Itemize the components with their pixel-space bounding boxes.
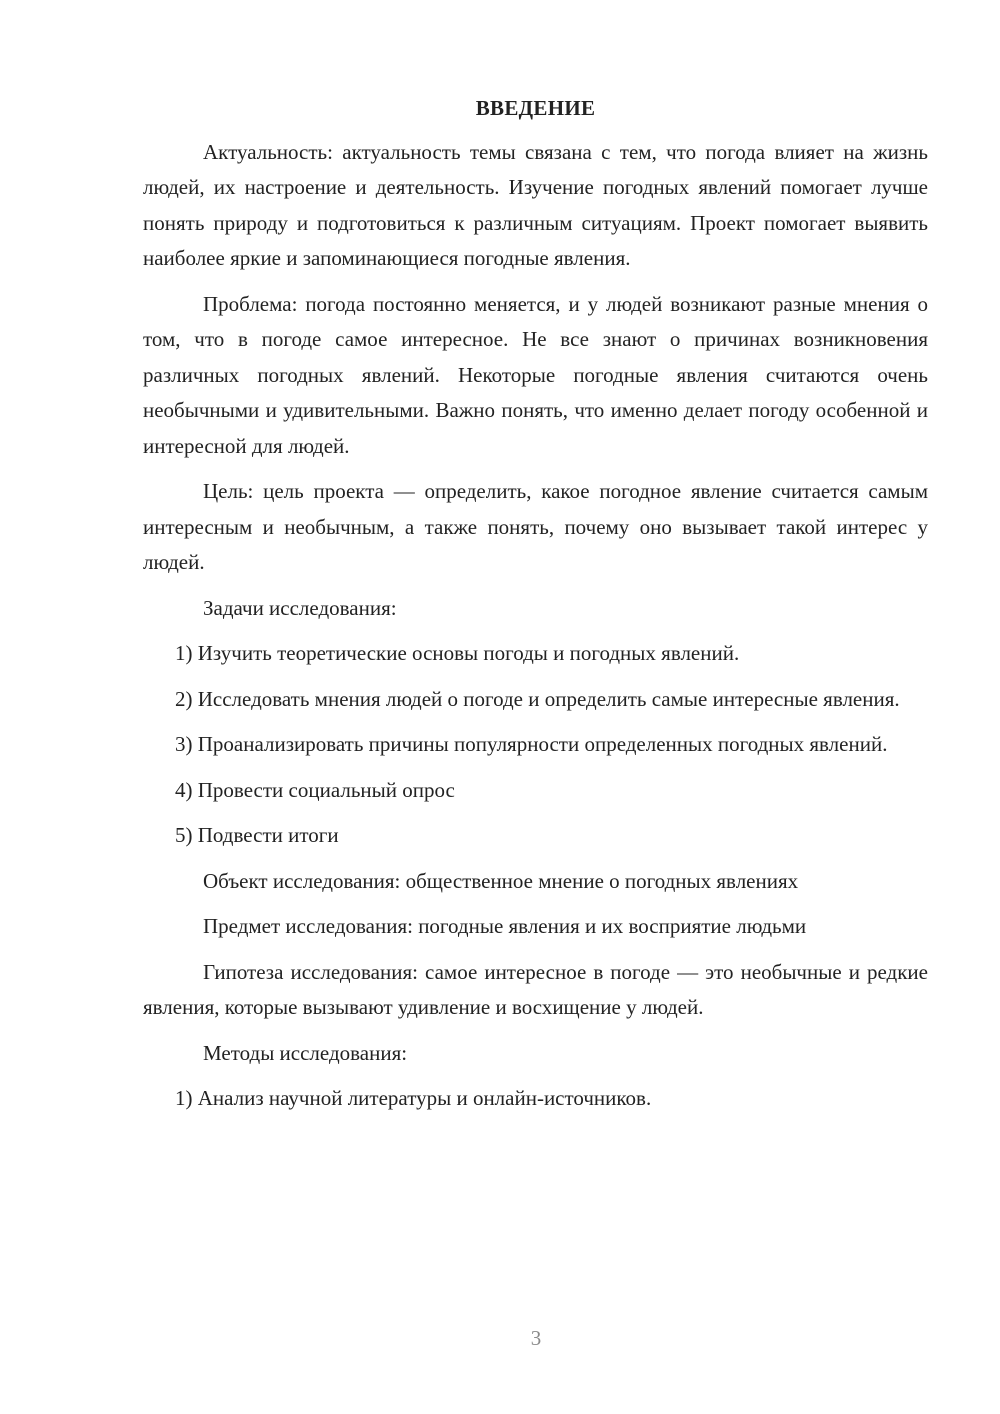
method-item-1: 1) Анализ научной литературы и онлайн-источников. — [175, 1086, 652, 1110]
page-title: ВВЕДЕНИЕ — [475, 96, 596, 120]
methods-heading: Методы исследования: — [203, 1040, 408, 1065]
tasks-heading: Задачи исследования: — [203, 595, 397, 620]
task-item-1: 1) Изучить теоретические основы погоды и погодных явлений. — [175, 641, 740, 665]
hypothesis-paragraph: Гипотеза исследования: самое интересное в погоде — это необычные и редкие явления, которые вызывают удивление и восхищение у людей. — [143, 959, 928, 1019]
goal-paragraph: Цель: цель проекта — определить, какое погодное явление считается самым интересным и необычным, а также понять, почему оно вызывает такой интерес у людей. — [143, 479, 928, 574]
relevance-paragraph: Актуальность: актуальность темы связана с тем, что погода влияет на жизнь людей, их настроение и деятельность. Изучение погодных явлений помогает лучше понять природу и подготовиться к различным ситуациям. Проект помогает выявить наиболее яркие и запоминающиеся погодные явления. — [143, 139, 928, 270]
task-item-4: 4) Провести социальный опрос — [175, 777, 455, 802]
research-object: Объект исследования: общественное мнение о погодных явлениях — [203, 868, 799, 893]
research-subject: Предмет исследования: погодные явления и их восприятие людьми — [203, 914, 807, 938]
task-item-2: 2) Исследовать мнения людей о погоде и определить самые интересные явления. — [175, 686, 900, 711]
page-content — [143, 91, 928, 1117]
page-number: 3 — [530, 1326, 542, 1350]
task-item-5: 5) Подвести итоги — [175, 823, 339, 847]
task-item-3: 3) Проанализировать причины популярности определенных погодных явлений. — [175, 732, 888, 756]
problem-paragraph: Проблема: погода постоянно меняется, и у людей возникают разные мнения о том, что в погоде самое интересное. Не все знают о причинах возникновения различных погодных явлений. Некоторые погодные явления считаются очень необычными и удивительными. Важно понять, что именно делает погоду особенной и интересной для людей. — [143, 291, 928, 458]
